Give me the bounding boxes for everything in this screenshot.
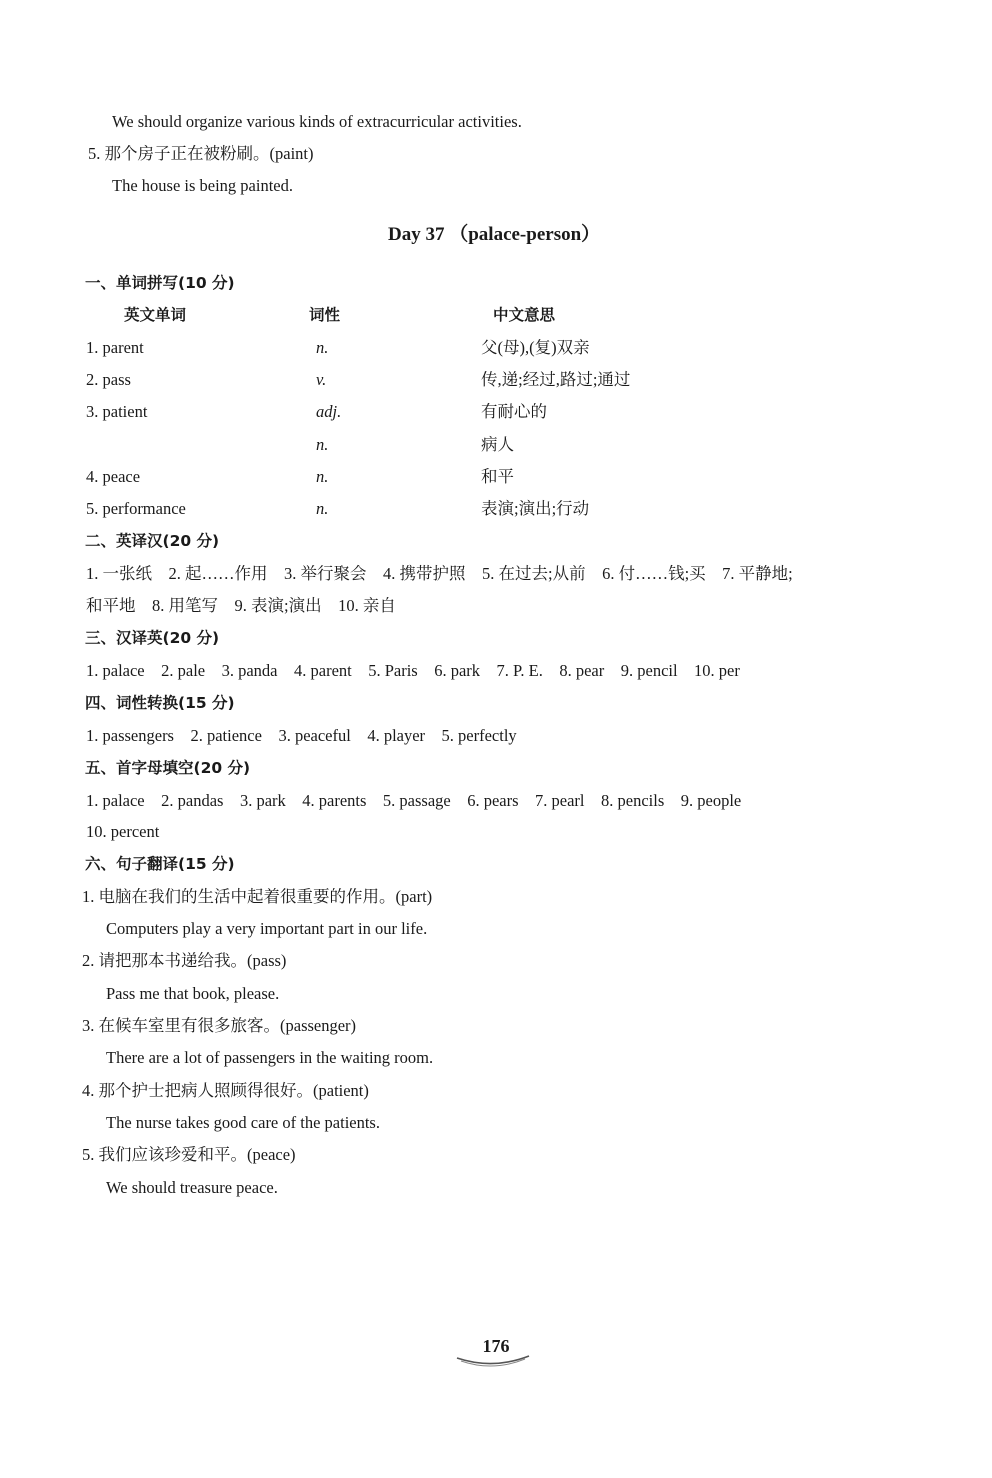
translation-cn: 5. 我们应该珍爱和平。(peace) [82, 1145, 296, 1164]
section-5-heading: 五、首字母填空(20 分) [85, 759, 251, 777]
vocab-pos: n. [316, 435, 329, 454]
vocab-cn: 传,递;经过,路过;通过 [481, 370, 631, 389]
page-title: Day 37 （palace-person） [388, 224, 601, 245]
vocab-pos: adj. [316, 402, 342, 421]
translation-en: The nurse takes good care of the patients. [106, 1113, 380, 1132]
section-2-answers: 1. 一张纸 2. 起……作用 3. 举行聚会 4. 携带护照 5. 在过去;从前 6. 付……钱;买 7. 平静地; [86, 564, 793, 583]
vocab-word: 3. patient [86, 402, 148, 421]
section-2-heading: 二、英译汉(20 分) [85, 532, 220, 550]
section-2-answers-cont: 和平地 8. 用笔写 9. 表演;演出 10. 亲自 [86, 596, 396, 615]
vocab-pos: v. [316, 370, 327, 389]
section-3-answers: 1. palace 2. pale 3. panda 4. parent 5. Paris 6. park 7. P. E. 8. pear 9. pencil 10. per [86, 661, 740, 680]
translation-cn: 4. 那个护士把病人照顾得很好。(patient) [82, 1081, 369, 1100]
col-header-pos: 词性 [309, 306, 341, 324]
section-3-heading: 三、汉译英(20 分) [85, 629, 220, 647]
translation-cn: 1. 电脑在我们的生活中起着很重要的作用。(part) [82, 887, 433, 906]
prev-item-5-cn: 5. 那个房子正在被粉刷。(paint) [88, 144, 314, 163]
vocab-cn: 父(母),(复)双亲 [481, 338, 590, 357]
section-5-answers-cont: 10. percent [86, 822, 160, 841]
vocab-word: 1. parent [86, 338, 144, 357]
translation-cn: 2. 请把那本书递给我。(pass) [82, 951, 287, 970]
vocab-word: 2. pass [86, 370, 131, 389]
translation-en: There are a lot of passengers in the waiting room. [106, 1048, 434, 1067]
vocab-word: 5. performance [86, 499, 186, 518]
page-number: 176 [482, 1336, 510, 1356]
section-4-heading: 四、词性转换(15 分) [85, 694, 235, 712]
col-header-cn: 中文意思 [493, 306, 556, 324]
col-header-word: 英文单词 [124, 306, 187, 324]
vocab-cn: 病人 [481, 435, 514, 454]
vocab-cn: 有耐心的 [481, 402, 547, 421]
section-1-heading: 一、单词拼写(10 分) [85, 274, 235, 292]
vocab-cn: 和平 [481, 467, 514, 486]
translation-en: We should treasure peace. [106, 1178, 278, 1197]
section-6-heading: 六、句子翻译(15 分) [85, 855, 235, 873]
translation-en: Pass me that book, please. [106, 984, 280, 1003]
translation-en: Computers play a very important part in our life. [106, 919, 428, 938]
translation-cn: 3. 在候车室里有很多旅客。(passenger) [82, 1016, 357, 1035]
page-number-swoosh-decoration [455, 1352, 531, 1368]
vocab-pos: n. [316, 338, 329, 357]
vocab-pos: n. [316, 467, 329, 486]
vocab-pos: n. [316, 499, 329, 518]
section-4-answers: 1. passengers 2. patience 3. peaceful 4. player 5. perfectly [86, 726, 517, 745]
prev-item-5-en: The house is being painted. [112, 176, 294, 195]
vocab-cn: 表演;演出;行动 [481, 499, 590, 518]
prev-answer-line: We should organize various kinds of extracurricular activities. [112, 112, 522, 131]
section-5-answers: 1. palace 2. pandas 3. park 4. parents 5. passage 6. pears 7. pearl 8. pencils 9. people [86, 791, 742, 810]
vocab-word: 4. peace [86, 467, 141, 486]
